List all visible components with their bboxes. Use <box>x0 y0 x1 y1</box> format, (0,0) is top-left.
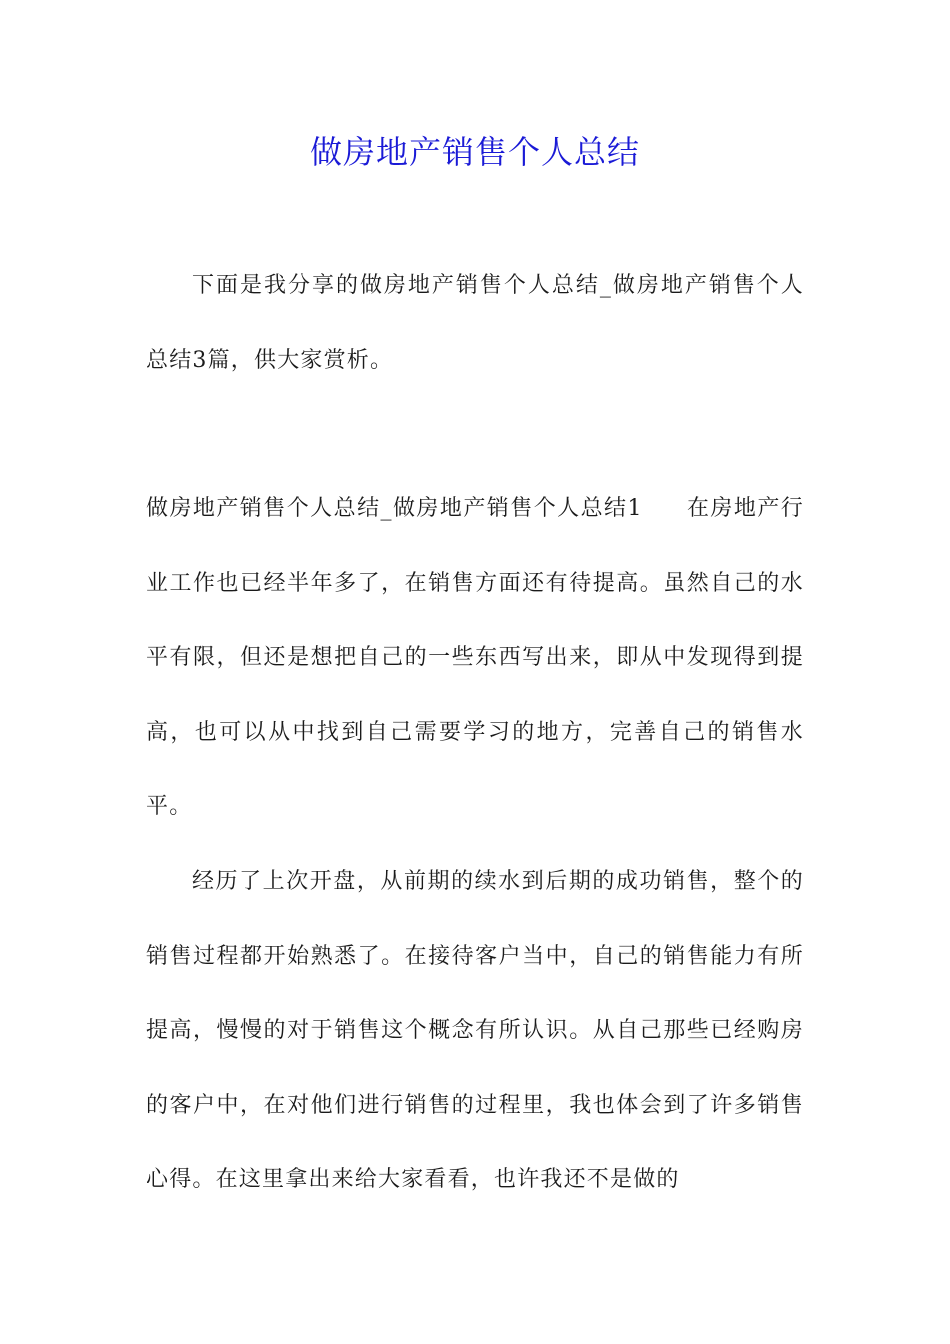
document-title: 做房地产销售个人总结 <box>309 133 640 171</box>
section-body: 在房地产行业工作也已经半年多了，在销售方面还有待提高。虽然自己的水平有限，但还是想把自己的一些东西写出来，即从中发现得到提高，也可以从中找到自己需要学习的地方，完善自己的销售水平。 <box>146 496 804 819</box>
section-heading: 做房地产销售个人总结_做房地产销售个人总结1 <box>146 496 643 521</box>
section-paragraph <box>146 472 804 845</box>
body-paragraph: 经历了上次开盘，从前期的续水到后期的成功销售，整个的销售过程都开始熟悉了。在接待客户当中，自己的销售能力有所提高，慢慢的对于销售这个概念有所认识。从自己那些已经购房的客户中，在对他们进行销售的过程里，我也体会到了许多销售心得。在这里拿出来给大家看看，也许我还不是做的 <box>146 869 804 1192</box>
intro-paragraph: 下面是我分享的做房地产销售个人总结_做房地产销售个人总结3篇，供大家赏析。 <box>146 273 804 373</box>
